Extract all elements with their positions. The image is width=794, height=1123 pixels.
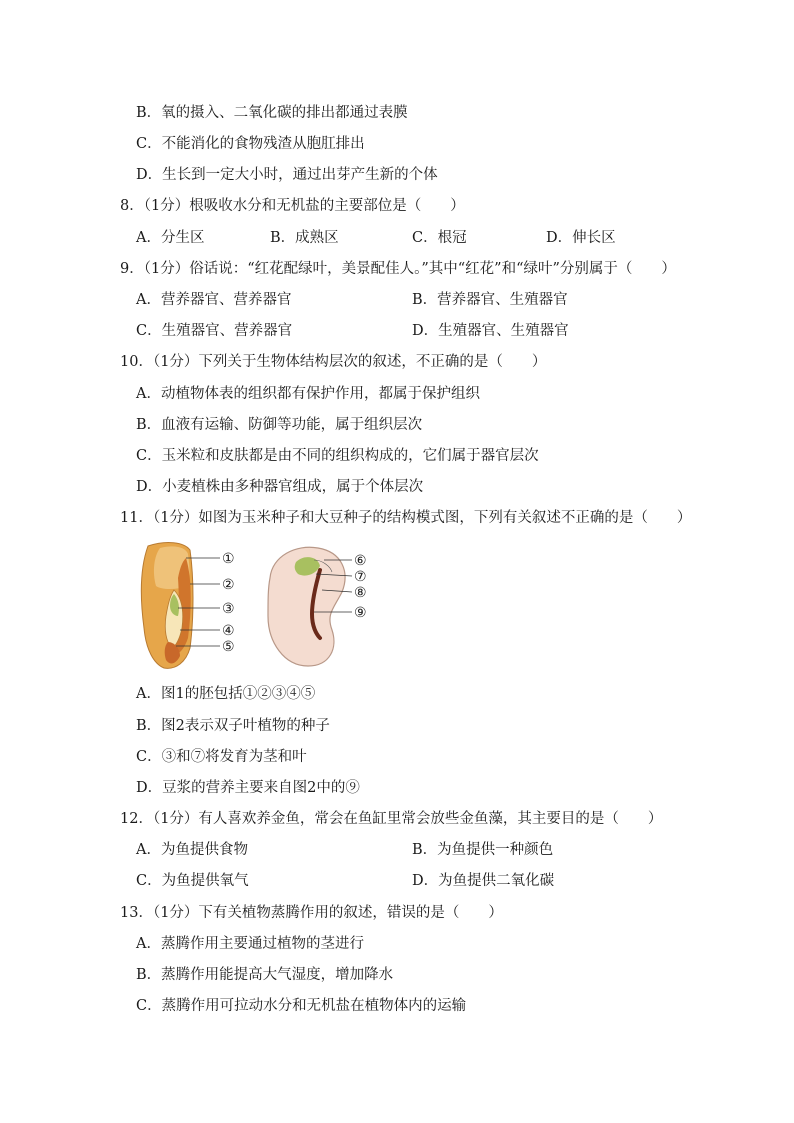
q11-option-d: D．豆浆的营养主要来自图2中的⑨: [136, 780, 360, 796]
seed-diagram-svg: [136, 538, 376, 672]
q13-option-c: C．蒸腾作用可拉动水分和无机盐在植物体内的运输: [136, 998, 467, 1014]
q7-option-b: B．氧的摄入、二氧化碳的排出都通过表膜: [136, 105, 408, 121]
label-4: ④: [222, 623, 235, 639]
q7-option-c: C．不能消化的食物残渣从胞肛排出: [136, 136, 365, 152]
label-5: ⑤: [222, 639, 235, 655]
q11-option-b: B．图2表示双子叶植物的种子: [136, 718, 330, 734]
label-9: ⑨: [354, 605, 367, 621]
q11-option-a: A．图1的胚包括①②③④⑤: [136, 686, 316, 702]
q9-option-a: A．营养器官、营养器官: [136, 292, 292, 308]
label-1: ①: [222, 551, 235, 567]
label-7: ⑦: [354, 569, 367, 585]
q10-option-a: A．动植物体表的组织都有保护作用，都属于保护组织: [136, 386, 480, 402]
label-6: ⑥: [354, 553, 367, 569]
bean-seed: [268, 547, 345, 666]
q8-option-b: B．成熟区: [270, 230, 339, 246]
q8-option-c: C．根冠: [412, 230, 467, 246]
q13-stem: 13．（1分）下有关植物蒸腾作用的叙述，错误的是（ ）: [120, 905, 503, 921]
q10-option-b: B．血液有运输、防御等功能，属于组织层次: [136, 417, 423, 433]
label-8: ⑧: [354, 585, 367, 601]
q8-option-d: D．伸长区: [546, 230, 616, 246]
q11-option-c: C．③和⑦将发育为茎和叶: [136, 749, 307, 765]
corn-seed: [141, 543, 193, 669]
q8-stem: 8．（1分）根吸收水分和无机盐的主要部位是（ ）: [120, 198, 465, 214]
q9-option-c: C．生殖器官、营养器官: [136, 323, 293, 339]
label-2: ②: [222, 577, 235, 593]
q9-option-b: B．营养器官、生殖器官: [412, 292, 568, 308]
q9-stem: 9．（1分）俗话说：“红花配绿叶，美景配佳人。”其中“红花”和“绿叶”分别属于（ ）: [120, 261, 676, 277]
label-3: ③: [222, 601, 235, 617]
q7-option-d: D．生长到一定大小时，通过出芽产生新的个体: [136, 167, 438, 183]
q12-option-d: D．为鱼提供二氧化碳: [412, 873, 555, 889]
q12-stem: 12．（1分）有人喜欢养金鱼，常会在鱼缸里常会放些金鱼藻，其主要目的是（ ）: [120, 811, 663, 827]
q8-option-a: A．分生区: [136, 230, 205, 246]
q10-stem: 10．（1分）下列关于生物体结构层次的叙述，不正确的是（ ）: [120, 354, 547, 370]
q10-option-d: D．小麦植株由多种器官组成，属于个体层次: [136, 479, 424, 495]
q11-stem: 11．（1分）如图为玉米种子和大豆种子的结构模式图，下列有关叙述不正确的是（ ）: [120, 510, 692, 526]
seed-structure-figure: [136, 538, 376, 672]
q13-option-b: B．蒸腾作用能提高大气湿度，增加降水: [136, 967, 394, 983]
q10-option-c: C．玉米粒和皮肤都是由不同的组织构成的，它们属于器官层次: [136, 448, 539, 464]
q12-option-a: A．为鱼提供食物: [136, 842, 248, 858]
q12-option-c: C．为鱼提供氧气: [136, 873, 249, 889]
q9-option-d: D．生殖器官、生殖器官: [412, 323, 569, 339]
q13-option-a: A．蒸腾作用主要通过植物的茎进行: [136, 936, 364, 952]
q12-option-b: B．为鱼提供一种颜色: [412, 842, 554, 858]
